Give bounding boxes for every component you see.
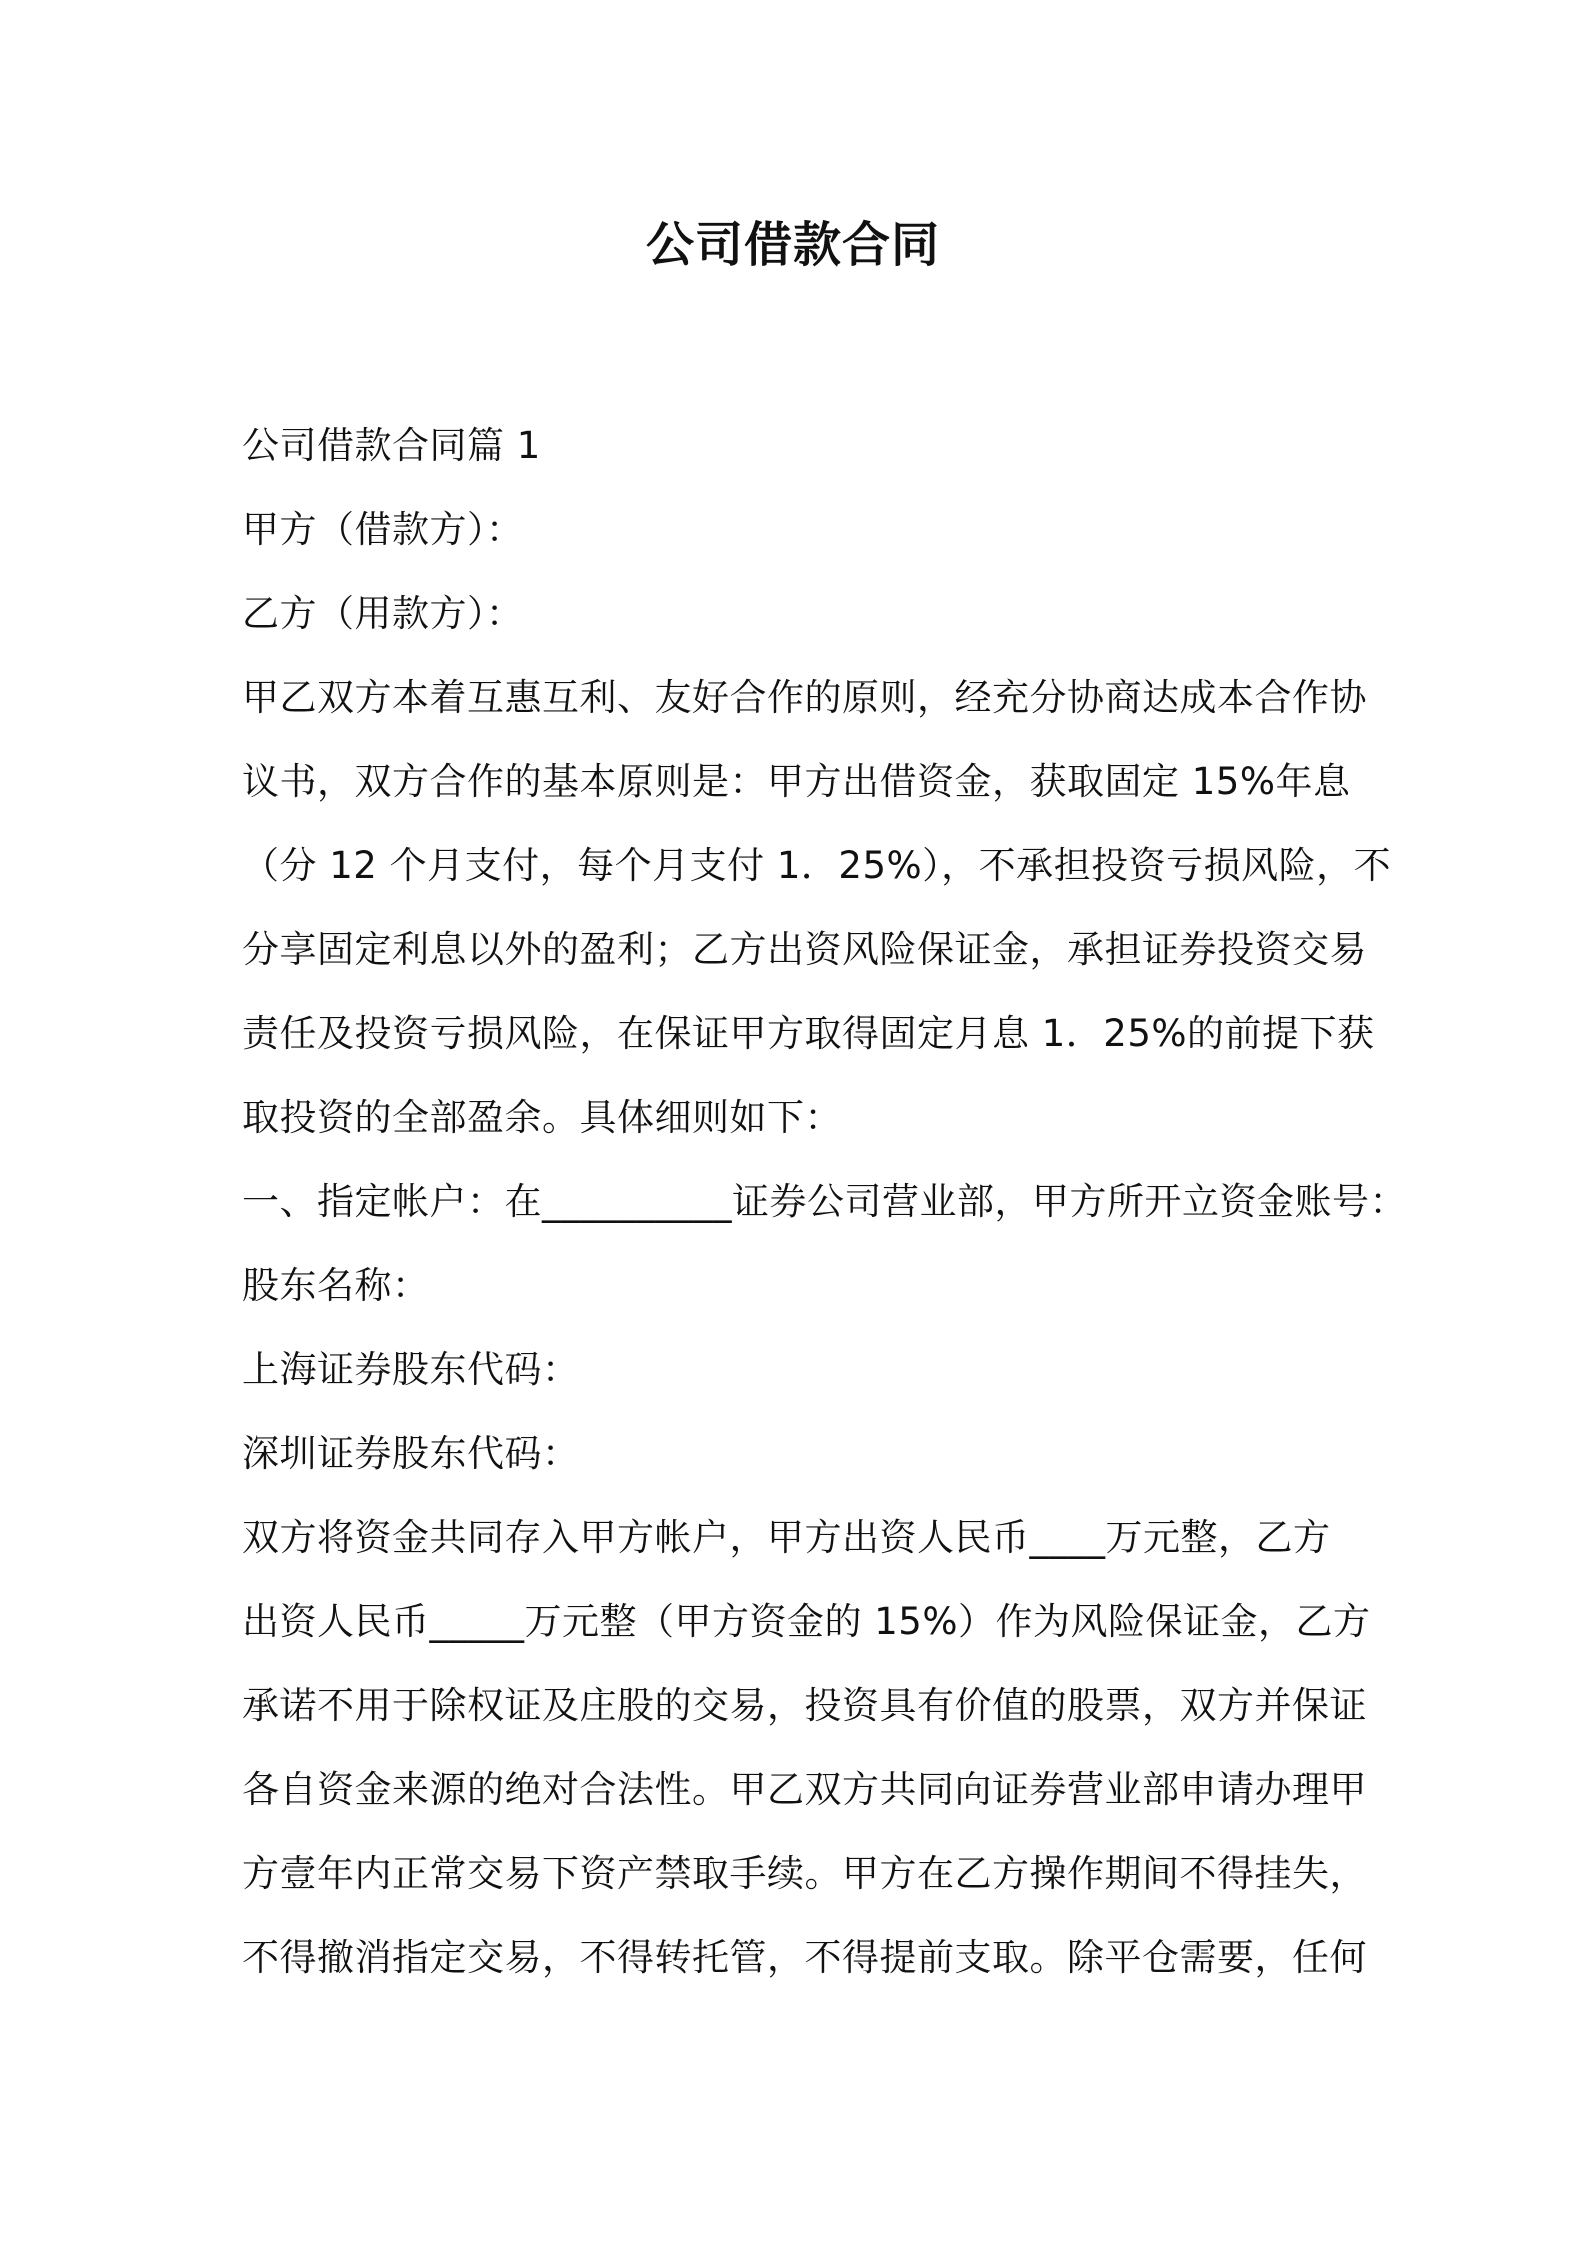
shareholder-name-line: 股东名称： — [242, 1264, 430, 1307]
section-heading: 公司借款合同篇 1 — [242, 424, 541, 467]
paragraph-line: 不得撤消指定交易，不得转托管，不得提前支取。除平仓需要，任何 — [242, 1936, 1367, 1979]
paragraph-line: 责任及投资亏损风险，在保证甲方取得固定月息 1．25%的前提下获 — [242, 1012, 1375, 1055]
document-body — [242, 404, 1407, 2000]
clause-line: 一、指定帐户：在__________证券公司营业部，甲方所开立资金账号： — [242, 1180, 1407, 1223]
paragraph-line: 出资人民币_____万元整（甲方资金的 15%）作为风险保证金，乙方 — [242, 1600, 1371, 1643]
document-title: 公司借款合同 — [645, 217, 940, 273]
paragraph-line: 议书，双方合作的基本原则是：甲方出借资金，获取固定 15%年息 — [242, 760, 1351, 803]
shenzhen-code-line: 深圳证券股东代码： — [242, 1432, 580, 1475]
paragraph-line: 甲乙双方本着互惠互利、友好合作的原则，经充分协商达成本合作协 — [242, 676, 1367, 719]
paragraph-line: 方壹年内正常交易下资产禁取手续。甲方在乙方操作期间不得挂失， — [242, 1852, 1367, 1895]
paragraph-line: 分享固定利息以外的盈利；乙方出资风险保证金，承担证券投资交易 — [242, 928, 1367, 971]
party-b-line: 乙方（用款方）： — [242, 592, 524, 635]
paragraph-line: 承诺不用于除权证及庄股的交易，投资具有价值的股票，双方并保证 — [242, 1684, 1367, 1727]
paragraph-line: 双方将资金共同存入甲方帐户，甲方出资人民币____万元整，乙方 — [242, 1516, 1331, 1559]
paragraph-line: （分 12 个月支付，每个月支付 1．25%），不承担投资亏损风险，不 — [242, 844, 1392, 887]
paragraph-line: 各自资金来源的绝对合法性。甲乙双方共同向证券营业部申请办理甲 — [242, 1768, 1367, 1811]
paragraph-line: 取投资的全部盈余。具体细则如下： — [242, 1096, 842, 1139]
shanghai-code-line: 上海证券股东代码： — [242, 1348, 580, 1391]
party-a-line: 甲方（借款方）： — [242, 508, 524, 551]
